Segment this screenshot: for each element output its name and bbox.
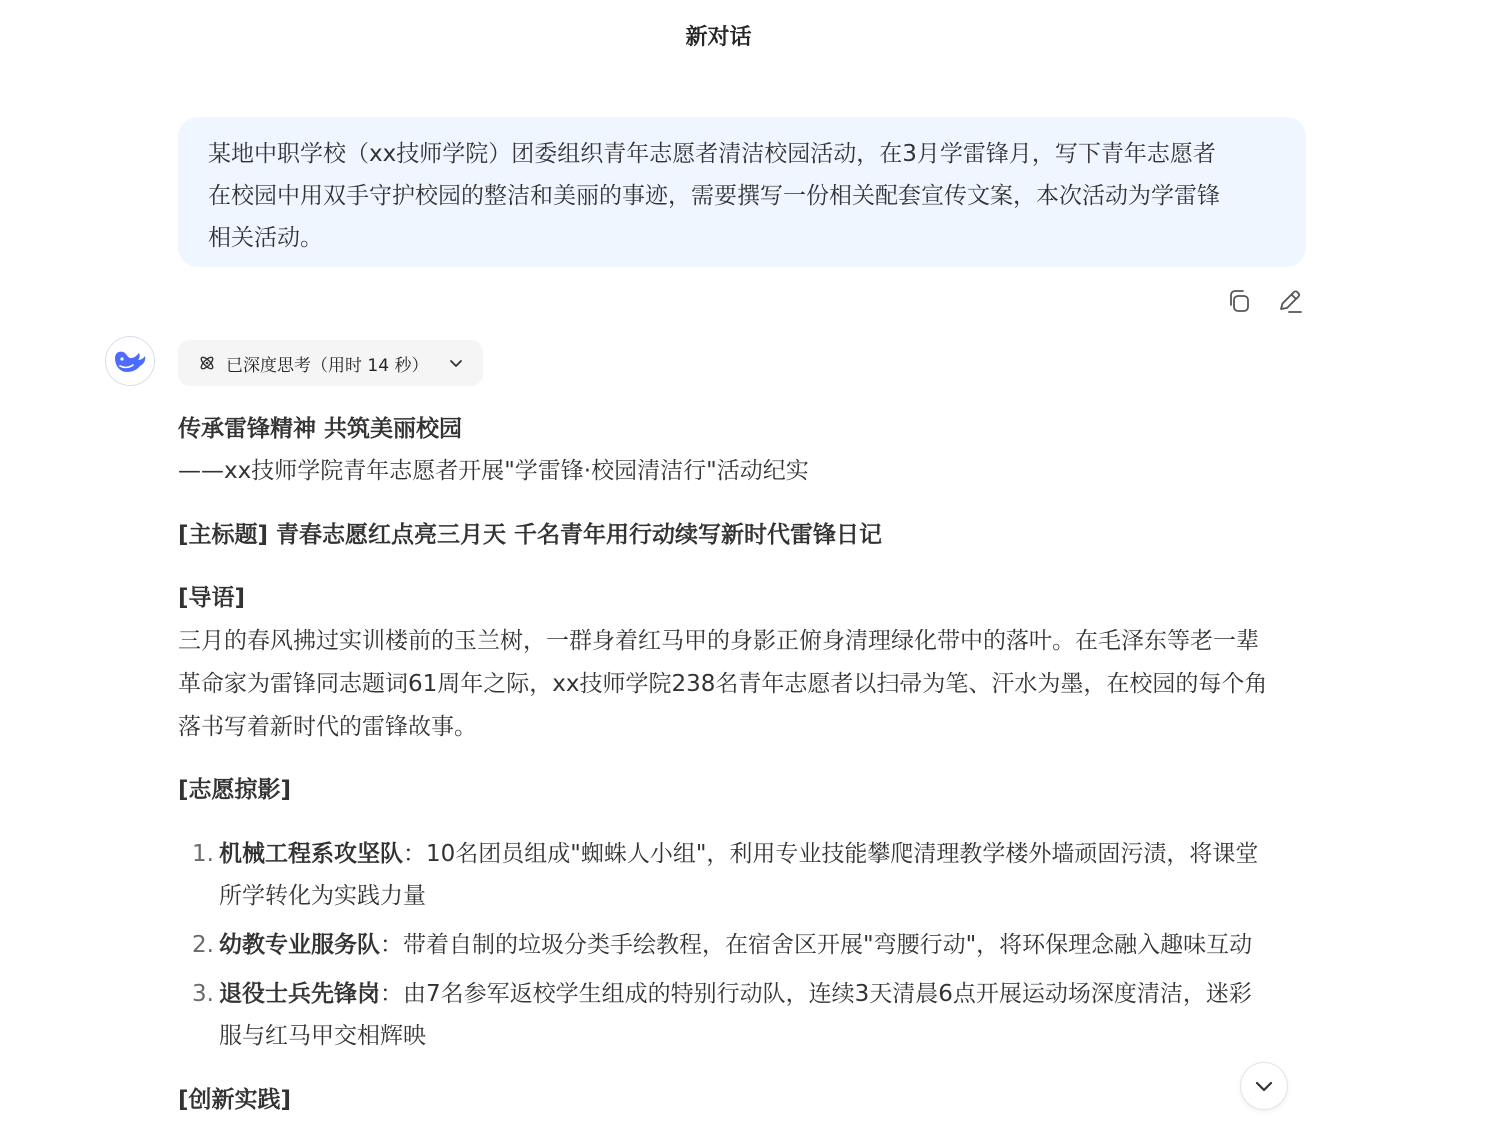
intro-line: 落书写着新时代的雷锋故事。 [178, 714, 477, 740]
page-title: 新对话 [685, 25, 752, 50]
user-message-actions [1222, 284, 1308, 318]
deep-thinking-toggle[interactable] [178, 340, 483, 386]
copy-button[interactable] [1222, 284, 1256, 318]
whale-logo-icon [112, 346, 148, 376]
main-heading: [主标题] 青春志愿红点亮三月天 千名青年用行动续写新时代雷锋日记 [178, 522, 883, 548]
list-number: 3. [192, 981, 214, 1007]
user-message-line: 相关活动。 [208, 225, 323, 251]
intro-line: 革命家为雷锋同志题词61周年之际，xx技师学院238名青年志愿者以扫帚为笔、汗水为墨，在校园的每个角 [178, 671, 1268, 697]
scroll-to-bottom-button[interactable] [1240, 1062, 1288, 1110]
intro-heading: [导语] [178, 585, 246, 611]
thinking-label: 已深度思考（用时 14 秒） [226, 355, 429, 376]
chevron-down-icon [1253, 1075, 1275, 1097]
copy-icon [1226, 288, 1252, 314]
answer-title: 传承雷锋精神 共筑美丽校园 [178, 416, 463, 442]
user-message-bubble [178, 117, 1306, 267]
section-heading: [创新实践] [178, 1087, 292, 1113]
user-message-line: 某地中职学校（xx技师学院）团委组织青年志愿者清洁校园活动，在3月学雷锋月，写下青年志愿者 [208, 141, 1216, 167]
list-item-text: ：带着自制的垃圾分类手绘教程，在宿舍区开展"弯腰行动"，将环保理念融入趣味互动 [380, 932, 1253, 958]
list-item-line [219, 973, 1252, 1015]
chevron-down-icon [447, 354, 465, 372]
list-item-title: 退役士兵先锋岗 [219, 981, 380, 1007]
list-item-text: ：10名团员组成"蜘蛛人小组"，利用专业技能攀爬清理教学楼外墙顽固污渍，将课堂 [403, 841, 1259, 867]
atom-icon [198, 354, 216, 372]
list-item-text: ：由7名参军返校学生组成的特别行动队，连续3天清晨6点开展运动场深度清洁，迷彩 [380, 981, 1252, 1007]
list-item-line [219, 833, 1258, 875]
list-number: 2. [192, 932, 214, 958]
list-item-text: 服与红马甲交相辉映 [219, 1023, 426, 1049]
list-item-title: 幼教专业服务队 [219, 932, 380, 958]
edit-icon [1276, 287, 1304, 315]
edit-button[interactable] [1273, 284, 1307, 318]
list-item-title: 机械工程系攻坚队 [219, 841, 403, 867]
list-item-text: 所学转化为实践力量 [219, 883, 426, 909]
assistant-avatar [105, 336, 155, 386]
user-message-line: 在校园中用双手守护校园的整洁和美丽的事迹，需要撰写一份相关配套宣传文案，本次活动为学雷锋 [208, 183, 1220, 209]
answer-subtitle: ——xx技师学院青年志愿者开展"学雷锋·校园清洁行"活动纪实 [178, 458, 809, 484]
list-number: 1. [192, 841, 214, 867]
intro-line: 三月的春风拂过实训楼前的玉兰树，一群身着红马甲的身影正俯身清理绿化带中的落叶。在毛泽东等老一辈 [178, 628, 1259, 654]
list-item-line [219, 924, 1252, 966]
section-heading: [志愿掠影] [178, 777, 292, 803]
